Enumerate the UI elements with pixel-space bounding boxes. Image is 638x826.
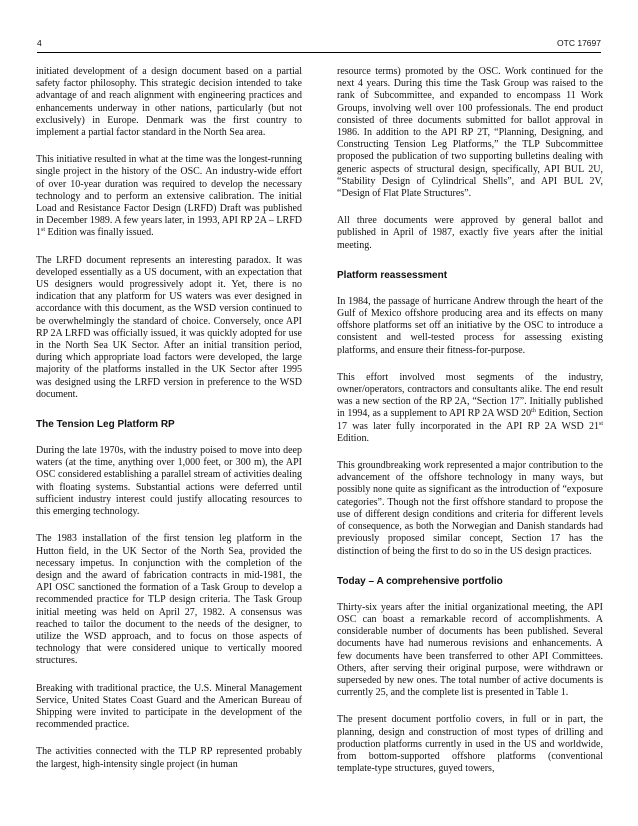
section-heading-tlp: The Tension Leg Platform RP (36, 419, 175, 431)
paragraph: The 1983 installation of the first tension leg platform in the Hutton field, in the UK Sector of the North Sea, provided the necessary impetus. In conjunction with the completion of the design and the award of fabrication contracts in mid-1981, the API OSC sanctioned the formation of a Task Group to develop a recommended practice for TLP design criteria. The Task Group initial meeting was held on April 27, 1982. A consensus was reached to tailor the document to the needs of the designer, to utilize the WSD approach, and to focus on those aspects of technology that were considered unique to vertically moored structures. (36, 533, 302, 667)
left-column (36, 66, 302, 786)
paragraph: This effort involved most segments of the industry, owner/operators, contractors and consultants alike. The end result was a new section of the RP 2A, “Section 17”. Initially published in 1994, as a supplement to API RP 2A WSD 20th Edition, Section 17 was later fully incorporated in the API RP 2A WSD 21st Edition. (337, 371, 603, 444)
paragraph: In 1984, the passage of hurricane Andrew through the heart of the Gulf of Mexico offshore producing area and its effects on many offshore platforms set off an initiative by the OSC to introduce a consistent and well-tested process for assessing existing platforms, and ensure their fitness-for-purpose. (337, 295, 603, 356)
right-column (337, 66, 603, 790)
page-number: 4 (37, 38, 42, 48)
paper-id: OTC 17697 (557, 38, 601, 48)
page-header (37, 38, 601, 53)
paragraph: All three documents were approved by general ballot and published in April of 1987, exactly five years after the initial meeting. (337, 215, 603, 251)
paragraph: The activities connected with the TLP RP represented probably the largest, high-intensity single project (in human (36, 746, 302, 770)
paragraph: resource terms) promoted by the OSC. Work continued for the next 4 years. During this time the Task Group was raised to the rank of Subcommittee, and expanded to encompass 11 Work Groups, involving well over 100 professionals. The end product consisted of three documents submitted for ballot approval in 1986. In addition to the API RP 2T, “Planning, Designing, and Constructing Tension Leg Platforms,” the TLP Subcommittee proposed the publication of two supporting bulletins dealing with generic aspects of structural design, specifically, API BUL 2U, “Stability Design of Cylindrical Shells”, and API BUL 2V, “Design of Flat Plate Structures”. (337, 66, 603, 200)
paragraph: Thirty-six years after the initial organizational meeting, the API OSC can boast a remarkable record of accomplishments. A considerable number of documents has been published. Several documents have had numerous revisions and enhancements. A few documents have been transferred to other API Committees. Others, after serving their original purpose, were withdrawn or superseded by new ones. The total number of active documents is currently 25, and the complete list is presented in Table 1. (337, 601, 603, 699)
paragraph: Breaking with traditional practice, the U.S. Mineral Management Service, United States Coast Guard and the American Bureau of Shipping were invited to participate in the development of the recommended practice. (36, 682, 302, 731)
paragraph: During the late 1970s, with the industry poised to move into deep waters (at the time, anything over 1,000 feet, or 300 m), the API OSC considered establishing a parallel stream of activities dealing with floating systems. Substantial actions were deferred until sufficient industry interest could justify allocating resources to this emerging technology. (36, 445, 302, 518)
section-heading-today: Today – A comprehensive portfolio (337, 575, 503, 587)
paragraph: This initiative resulted in what at the time was the longest-running single project in the history of the OSC. An industry-wide effort of over 10-year duration was required to develop the necessary technology and to perform an extensive calibration. The initial Load and Resistance Factor Design (LRFD) Draft was published in December 1989. A few years later, in 1993, API RP 2A – LRFD 1st Edition was finally issued. (36, 154, 302, 239)
section-heading-reassessment: Platform reassessment (337, 269, 448, 281)
paragraph: This groundbreaking work represented a major contribution to the advancement of the offshore technology in many ways, but possibly none quite as significant as the introduction of “exposure categories”. Though not the first offshore standard to propose the use of different design conditions and criteria for different levels of consequence, as both the Norwegian and Danish standards had previously proposed similar concept, Section 17 has the distinction of being the first to do so in the US design practices. (337, 460, 603, 557)
paragraph: initiated development of a design document based on a partial safety factor philosophy. This strategic decision intended to take advantage of and reach alignment with engineering practices and enhancements underway in other nations, particularly (but not exclusively) in Europe. Denmark was the first country to implement a partial factor standard in the North Sea area. (36, 66, 302, 139)
paragraph: The LRFD document represents an interesting paradox. It was developed essentially as a US document, with an expectation that US designers would progressively adopt it. Yet, there is no indication that any platform for US waters was ever designed in accordance with this document, as the WSD version continued to be overwhelmingly the standard of choice. Conversely, once API RP 2A LRFD was officially issued, it was quickly adopted for use in the North Sea UK Sector. After an initial transition period, during which appropriate load factors were developed, the large majority of the platforms installed in the UK Sector after 1995 was designed using the LRFD version in preference to the WSD document. (36, 254, 302, 400)
paragraph: The present document portfolio covers, in full or in part, the planning, design and construction of most types of drilling and production platforms currently in used in the US and worldwide, from bottom-supported offshore platforms (conventional template-type structures, guyed towers, (337, 714, 603, 775)
